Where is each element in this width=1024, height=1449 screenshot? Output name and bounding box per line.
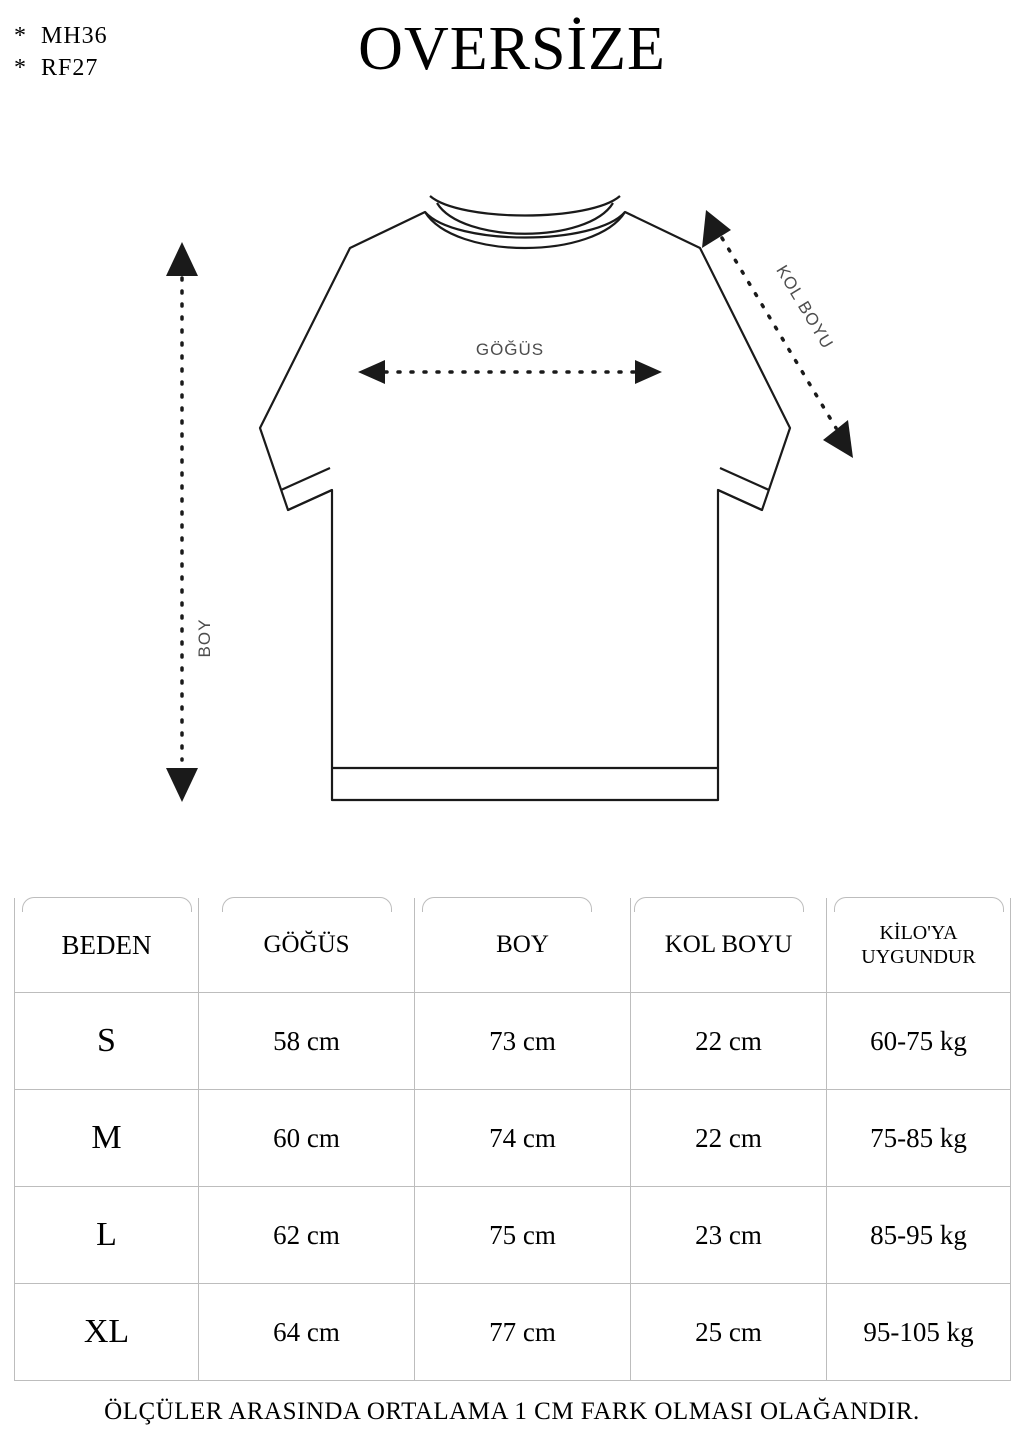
tshirt-diagram bbox=[0, 170, 1024, 870]
size-table bbox=[14, 898, 1011, 1381]
length-label: BOY bbox=[195, 618, 214, 658]
chest-measure-arrow bbox=[358, 360, 662, 384]
cell-size: XL bbox=[15, 1284, 199, 1381]
cell-sleeve: 23 cm bbox=[631, 1187, 827, 1284]
cell-weight: 95-105 kg bbox=[827, 1284, 1011, 1381]
cell-sleeve: 22 cm bbox=[631, 1090, 827, 1187]
cell-chest: 58 cm bbox=[199, 993, 415, 1090]
column-header-kilo-line1: KİLO'YA bbox=[879, 922, 958, 944]
page-title: OVERSİZE bbox=[358, 15, 666, 83]
cell-size: L bbox=[15, 1187, 199, 1284]
cell-chest: 60 cm bbox=[199, 1090, 415, 1187]
cell-sleeve: 25 cm bbox=[631, 1284, 827, 1381]
cell-length: 75 cm bbox=[415, 1187, 631, 1284]
cell-weight: 60-75 kg bbox=[827, 993, 1011, 1090]
cell-weight: 75-85 kg bbox=[827, 1090, 1011, 1187]
table-row bbox=[15, 1284, 1011, 1381]
column-header-beden: BEDEN bbox=[15, 898, 199, 993]
header-tab-4 bbox=[634, 897, 804, 912]
column-header-gogus: GÖĞÜS bbox=[199, 898, 415, 993]
cell-length: 77 cm bbox=[415, 1284, 631, 1381]
header-tab-3 bbox=[422, 897, 592, 912]
sleeve-label: KOL BOYU bbox=[772, 261, 838, 353]
column-header-kol-boyu: KOL BOYU bbox=[631, 898, 827, 993]
header-tab-1 bbox=[22, 897, 192, 912]
cell-length: 73 cm bbox=[415, 993, 631, 1090]
table-row bbox=[15, 1090, 1011, 1187]
product-code-2: * RF27 bbox=[14, 55, 99, 81]
header-tab-5 bbox=[834, 897, 1004, 912]
header-tab-2 bbox=[222, 897, 392, 912]
size-table-container bbox=[14, 898, 1010, 1381]
cell-sleeve: 22 cm bbox=[631, 993, 827, 1090]
cell-chest: 62 cm bbox=[199, 1187, 415, 1284]
table-header-row bbox=[15, 898, 1011, 993]
table-row bbox=[15, 1187, 1011, 1284]
cell-weight: 85-95 kg bbox=[827, 1187, 1011, 1284]
table-row bbox=[15, 993, 1011, 1090]
cell-size: S bbox=[15, 993, 199, 1090]
length-measure-arrow bbox=[166, 242, 198, 802]
footnote: ÖLÇÜLER ARASINDA ORTALAMA 1 CM FARK OLMASI OLAĞANDIR. bbox=[104, 1398, 920, 1425]
column-header-kilo-line2: UYGUNDUR bbox=[861, 946, 976, 968]
cell-size: M bbox=[15, 1090, 199, 1187]
column-header-kilo bbox=[827, 898, 1011, 993]
cell-chest: 64 cm bbox=[199, 1284, 415, 1381]
chest-label: GÖĞÜS bbox=[475, 340, 545, 359]
cell-length: 74 cm bbox=[415, 1090, 631, 1187]
product-code-1: * MH36 bbox=[14, 23, 108, 49]
column-header-boy: BOY bbox=[415, 898, 631, 993]
